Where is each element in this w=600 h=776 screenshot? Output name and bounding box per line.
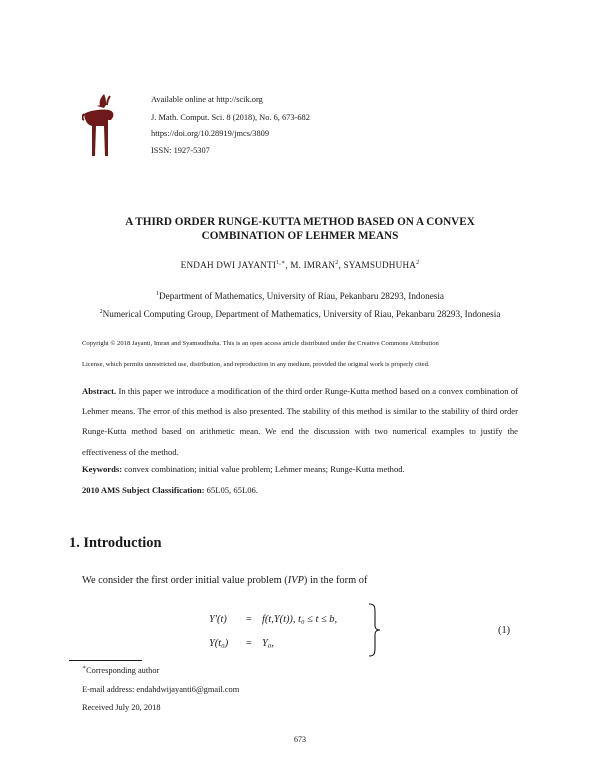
keywords: [82, 464, 405, 474]
corresponding-mark: ∗: [82, 665, 87, 671]
intro-pre: We consider the first order initial value problem (: [82, 575, 288, 586]
affiliation-1-num: 1: [156, 291, 159, 297]
paper-title-line1: A THIRD ORDER RUNGE-KUTTA METHOD BASED ON A CONVEX: [125, 216, 475, 228]
affiliation-1: [60, 291, 540, 301]
eq-line2-rhs: Y₀,: [262, 638, 274, 649]
doi-link[interactable]: https://doi.org/10.28919/jmcs/3809: [151, 129, 270, 138]
footnote-rule: [69, 660, 142, 661]
equation-number: (1): [498, 625, 511, 636]
abstract-text: In this paper we introduce a modification of the third order Runge-Kutta method based on a convex combination of Lehmer means. The error of this method is also presented. The stability of this method is similar to the stability of third order Runge-Kutta method based on arithmetic mean. We end the discussion with two numerical examples to justify the effectiveness of the method.: [82, 386, 518, 457]
author-3: SYAMSUDHUHA: [343, 260, 417, 270]
msc-label: 2010 AMS Subject Classification:: [82, 485, 205, 495]
paper-title-line2: COMBINATION OF LEHMER MEANS: [201, 230, 399, 242]
footnote-email[interactable]: E-mail address: endahdwijayanti6@gmail.com: [82, 685, 240, 694]
author-1: ENDAH DWI JAYANTI: [180, 260, 277, 270]
affiliation-2-text: Numerical Computing Group, Department of Mathematics, University of Riau, Pekanbaru 28293, Indonesia: [102, 309, 501, 319]
right-brace-icon: [366, 603, 382, 657]
author-list: [60, 260, 540, 270]
available-online: Available online at http://scik.org: [151, 95, 263, 104]
abstract: [82, 381, 518, 462]
author-separator: ,: [285, 260, 291, 270]
author-2-sup: 2: [335, 260, 339, 266]
author-2: M. IMRAN: [290, 260, 336, 270]
author-separator: ,: [338, 260, 344, 270]
affiliation-1-text: Department of Mathematics, University of Riau, Pekanbaru 28293, Indonesia: [159, 291, 444, 301]
author-3-sup: 2: [416, 260, 420, 266]
msc-text: 65L05, 65L06.: [206, 485, 258, 495]
journal-logo-antelope-icon: [82, 92, 118, 160]
copyright-line1: Copyright © 2018 Jayanti, Imran and Syamsudhuha. This is an open access article distributed under the Creative Commons Attribution: [82, 340, 439, 347]
page-number: 673: [294, 735, 306, 744]
affiliation-2: [60, 309, 540, 319]
keywords-text: convex combination; initial value problem; Lehmer means; Runge-Kutta method.: [124, 464, 405, 474]
intro-paragraph: [82, 575, 367, 586]
keywords-label: Keywords:: [82, 464, 123, 474]
copyright-line2: License, which permits unrestricted use, distribution, and reproduction in any medium, provided the original work is properly cited.: [82, 361, 430, 368]
eq-line2-equals: =: [246, 638, 252, 649]
eq-line2-lhs: Y(t₀): [209, 638, 229, 649]
affiliation-2-num: 2: [99, 309, 103, 315]
corresponding-text: Corresponding author: [86, 666, 160, 675]
intro-post: ) in the form of: [303, 575, 368, 586]
eq-line1-rhs: f(t,Y(t)), t₀ ≤ t ≤ b,: [262, 614, 338, 625]
journal-citation: J. Math. Comput. Sci. 8 (2018), No. 6, 673-682: [151, 113, 310, 122]
footnote-corresponding: [82, 666, 159, 675]
footnote-received: Received July 20, 2018: [82, 703, 161, 712]
eq-line1-equals: =: [246, 614, 252, 625]
eq-line1-lhs: Y′(t): [209, 614, 227, 625]
author-1-sup: 1,∗: [276, 260, 286, 266]
intro-ivp: IVP: [287, 575, 304, 586]
msc-classification: [82, 485, 258, 495]
issn: ISSN: 1927-5307: [151, 146, 210, 155]
section-heading: 1. Introduction: [69, 535, 162, 551]
abstract-label: Abstract.: [82, 386, 117, 396]
